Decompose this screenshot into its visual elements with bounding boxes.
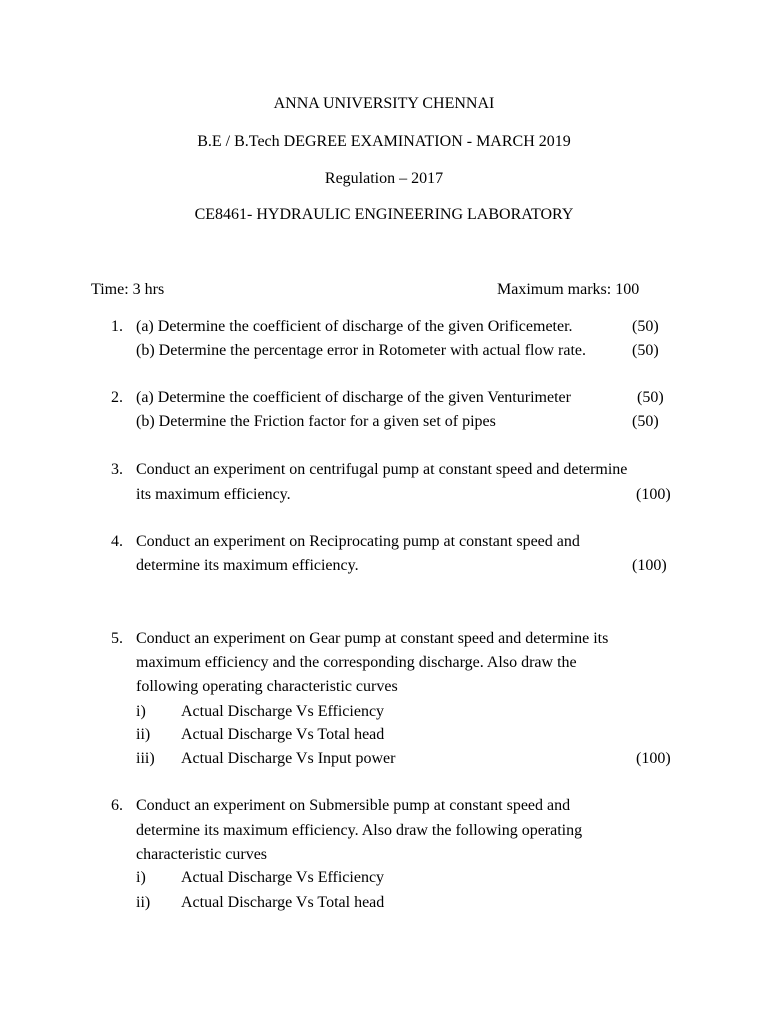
question-number: 1. [111, 318, 123, 335]
question-line: (a) Determine the coefficient of discharge of the given Orificemeter. [136, 318, 573, 335]
question-number: 5. [111, 630, 123, 647]
sub-item-text: Actual Discharge Vs Total head [181, 894, 385, 911]
university-name: ANNA UNIVERSITY CHENNAI [273, 95, 495, 112]
question-line: its maximum efficiency. [136, 486, 291, 503]
sub-item-text: Actual Discharge Vs Efficiency [181, 703, 385, 720]
sub-item-number: ii) [136, 894, 151, 911]
regulation: Regulation – 2017 [324, 170, 444, 187]
question-number: 4. [111, 533, 123, 550]
question-marks: (100) [632, 557, 667, 574]
question-line: Conduct an experiment on Submersible pump at constant speed and [136, 797, 571, 814]
question-line: Conduct an experiment on Reciprocating pump at constant speed and [136, 533, 580, 550]
question-number: 2. [111, 389, 123, 406]
question-marks: (100) [636, 486, 671, 503]
question-line: Conduct an experiment on centrifugal pump at constant speed and determine [136, 461, 628, 478]
maximum-marks: Maximum marks: 100 [497, 281, 640, 298]
question-line: determine its maximum efficiency. Also draw the following operating [136, 822, 583, 839]
sub-item-number: iii) [136, 750, 155, 767]
sub-item-number: ii) [136, 726, 151, 743]
question-marks: (50) [637, 389, 664, 406]
question-line: (a) Determine the coefficient of discharge of the given Venturimeter [136, 389, 571, 406]
question-line: following operating characteristic curves [136, 678, 398, 695]
exam-title: B.E / B.Tech DEGREE EXAMINATION - MARCH 2019 [197, 133, 571, 150]
sub-item-text: Actual Discharge Vs Total head [181, 726, 385, 743]
sub-item-text: Actual Discharge Vs Efficiency [181, 869, 385, 886]
question-marks: (100) [636, 750, 671, 767]
question-line: Conduct an experiment on Gear pump at constant speed and determine its [136, 630, 609, 647]
question-marks: (50) [632, 342, 659, 359]
question-marks: (50) [632, 413, 659, 430]
question-line: determine its maximum efficiency. [136, 557, 359, 574]
question-line: (b) Determine the percentage error in Rotometer with actual flow rate. [136, 342, 587, 359]
question-line: (b) Determine the Friction factor for a given set of pipes [136, 413, 496, 430]
sub-item-number: i) [136, 869, 146, 886]
sub-item-number: i) [136, 703, 146, 720]
question-line: maximum efficiency and the corresponding discharge. Also draw the [136, 654, 577, 671]
question-line: characteristic curves [136, 846, 268, 863]
course-title: CE8461- HYDRAULIC ENGINEERING LABORATORY [194, 206, 574, 223]
exam-time: Time: 3 hrs [91, 281, 165, 298]
question-marks: (50) [632, 318, 659, 335]
question-number: 3. [111, 461, 123, 478]
question-number: 6. [111, 797, 123, 814]
sub-item-text: Actual Discharge Vs Input power [181, 750, 396, 767]
